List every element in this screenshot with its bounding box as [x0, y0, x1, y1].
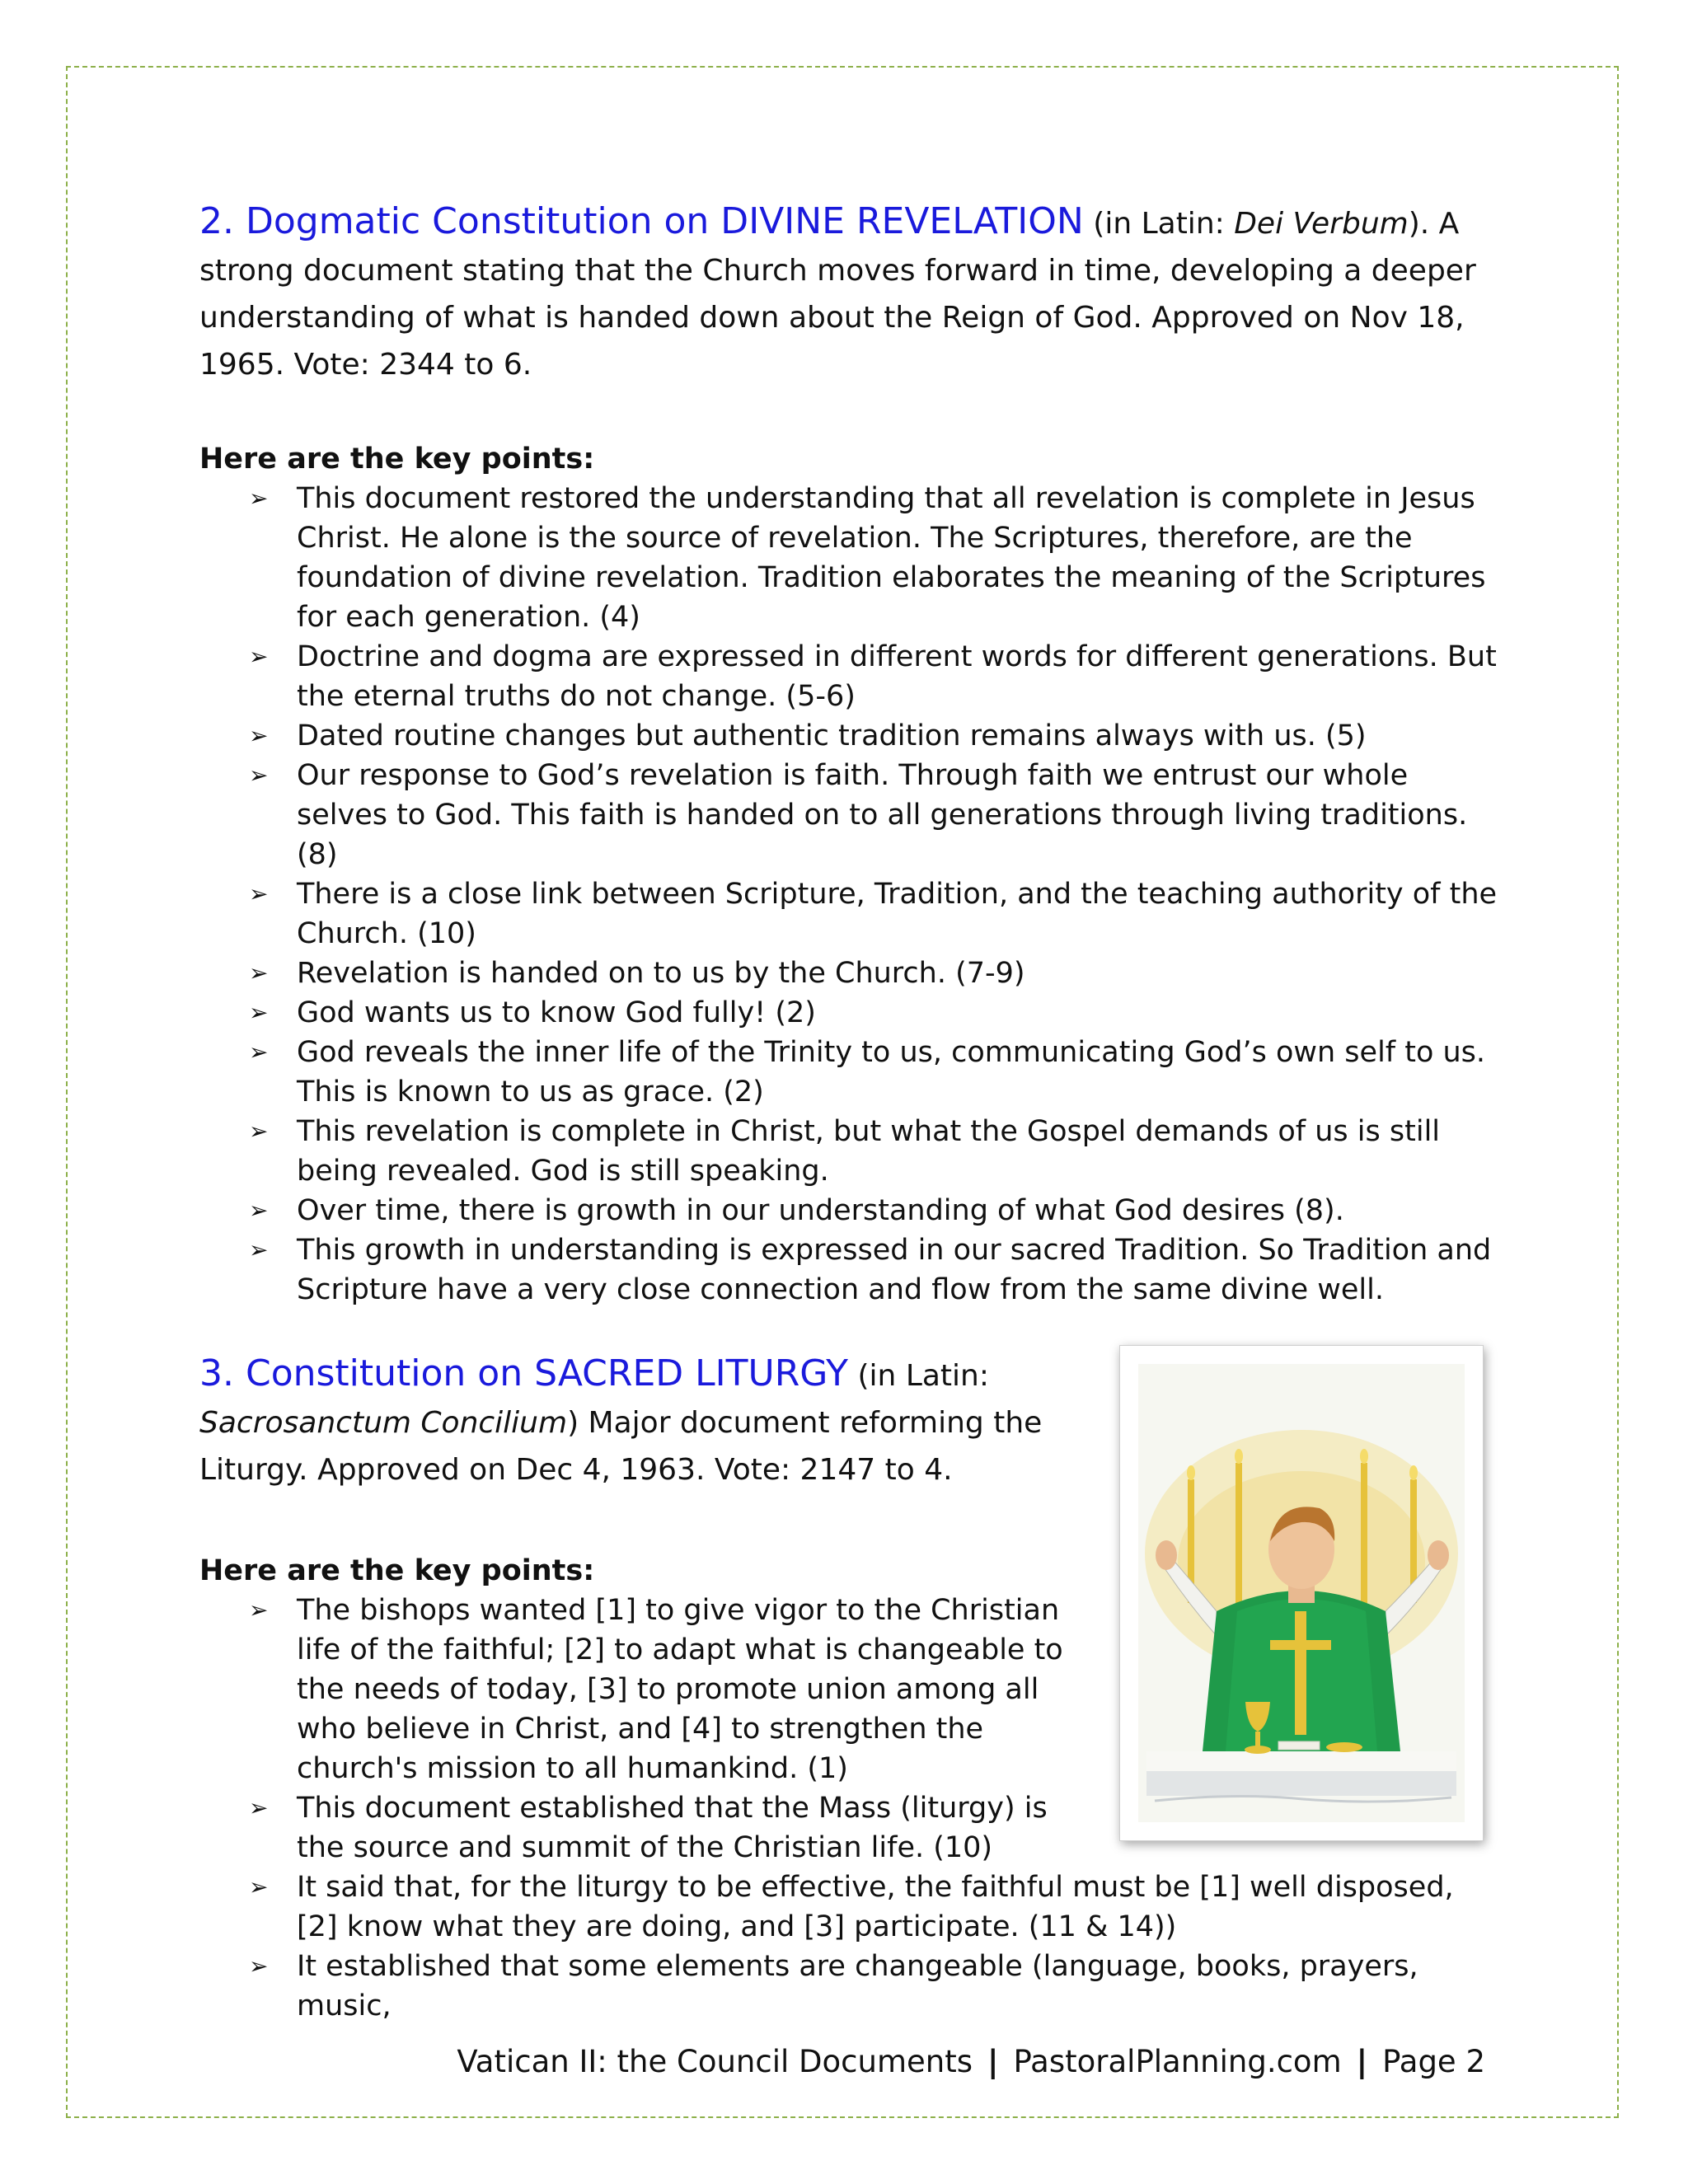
list-item: ➢ The bishops wanted [1] to give vigor to the Christian life of the faithful; [2] to adapt what is changeable to the needs of today, [3] to promote union among all who believe in Christ, and [4] to strengthen the church's mission to all humankind. (1)	[297, 1591, 1088, 1788]
section-2-description: ). A strong document stating that the Church moves forward in time, developing a deeper understanding of what is handed down about the Reign of God. Approved on Nov 18, 1965. Vote: 2344 to 6.	[199, 207, 1476, 382]
list-item: ➢ Doctrine and dogma are expressed in different words for different generations. But the eternal truths do not change. (5-6)	[297, 637, 1502, 716]
arrow-bullet-icon: ➢	[249, 485, 269, 512]
section-2-intro	[199, 198, 1502, 388]
list-item: ➢ Over time, there is growth in our understanding of what God desires (8).	[297, 1191, 1502, 1230]
page-footer	[457, 2044, 1485, 2079]
arrow-bullet-icon: ➢	[249, 1794, 269, 1821]
arrow-bullet-icon: ➢	[249, 1952, 269, 1980]
section-divine-revelation	[199, 198, 1502, 1310]
list-item: ➢ God reveals the inner life of the Trinity to us, communicating God’s own self to us. This is known to us as grace. (2)	[297, 1033, 1502, 1112]
list-item: ➢ Revelation is handed on to us by the Church. (7-9)	[297, 954, 1502, 993]
arrow-bullet-icon: ➢	[249, 1197, 269, 1224]
arrow-bullet-icon: ➢	[249, 762, 269, 789]
section-3-latin-prefix: (in Latin:	[848, 1359, 989, 1393]
footer-separator: |	[1356, 2044, 1368, 2079]
section-2-latin-prefix: (in Latin:	[1083, 207, 1235, 241]
priest-at-altar-illustration	[1119, 1345, 1484, 1841]
footer-page-number: Page 2	[1382, 2044, 1485, 2079]
section-3-key-points-heading: Here are the key points:	[199, 1554, 595, 1587]
section-3-intro	[199, 1350, 1057, 1493]
list-item: ➢ God wants us to know God fully! (2)	[297, 993, 1502, 1033]
section-2-title: 2. Dogmatic Constitution on DIVINE REVELATION	[199, 200, 1084, 242]
section-2-key-points-list	[199, 479, 1502, 1310]
section-3-latin-name: Sacrosanctum Concilium	[199, 1406, 568, 1440]
arrow-bullet-icon: ➢	[249, 880, 269, 907]
list-item: ➢ There is a close link between Scripture, Tradition, and the teaching authority of the Church. (10)	[297, 874, 1502, 954]
section-3-description: ) Major document reforming the Liturgy. Approved on Dec 4, 1963. Vote: 2147 to 4.	[199, 1406, 1043, 1487]
list-item: ➢ It established that some elements are changeable (language, books, prayers, music,	[297, 1947, 1502, 2026]
list-item: ➢ This growth in understanding is expressed in our sacred Tradition. So Tradition and Scripture have a very close connection and flow from the same divine well.	[297, 1230, 1502, 1310]
footer-doc-title: Vatican II: the Council Documents	[457, 2044, 973, 2079]
section-2-latin-name: Dei Verbum	[1234, 207, 1409, 241]
arrow-bullet-icon: ➢	[249, 1118, 269, 1145]
arrow-bullet-icon: ➢	[249, 1873, 269, 1900]
arrow-bullet-icon: ➢	[249, 643, 269, 670]
footer-site: PastoralPlanning.com	[1013, 2044, 1342, 2079]
priest-illustration-svg	[1138, 1364, 1465, 1822]
section-2-key-points-heading: Here are the key points:	[199, 443, 595, 476]
arrow-bullet-icon: ➢	[249, 722, 269, 749]
arrow-bullet-icon: ➢	[249, 1596, 269, 1624]
list-item: ➢ Our response to God’s revelation is faith. Through faith we entrust our whole selves to God. This faith is handed on to all generations through living traditions. (8)	[297, 756, 1502, 874]
arrow-bullet-icon: ➢	[249, 999, 269, 1026]
arrow-bullet-icon: ➢	[249, 1038, 269, 1066]
list-item: ➢ It said that, for the liturgy to be effective, the faithful must be [1] well disposed, [2] know what they are doing, and [3] participate. (11 & 14))	[297, 1868, 1502, 1947]
arrow-bullet-icon: ➢	[249, 1236, 269, 1263]
list-item: ➢ This document established that the Mass (liturgy) is the source and summit of the Christian life. (10)	[297, 1788, 1088, 1868]
list-item: ➢ This document restored the understanding that all revelation is complete in Jesus Christ. He alone is the source of revelation. The Scriptures, therefore, are the foundation of divine revelation. Tradition elaborates the meaning of the Scriptures for each generation. (4)	[297, 479, 1502, 637]
list-item: ➢ Dated routine changes but authentic tradition remains always with us. (5)	[297, 716, 1502, 756]
section-3-title: 3. Constitution on SACRED LITURGY	[199, 1352, 849, 1394]
footer-separator: |	[987, 2044, 999, 2079]
list-item: ➢ This revelation is complete in Christ, but what the Gospel demands of us is still being revealed. God is still speaking.	[297, 1112, 1502, 1191]
arrow-bullet-icon: ➢	[249, 959, 269, 987]
